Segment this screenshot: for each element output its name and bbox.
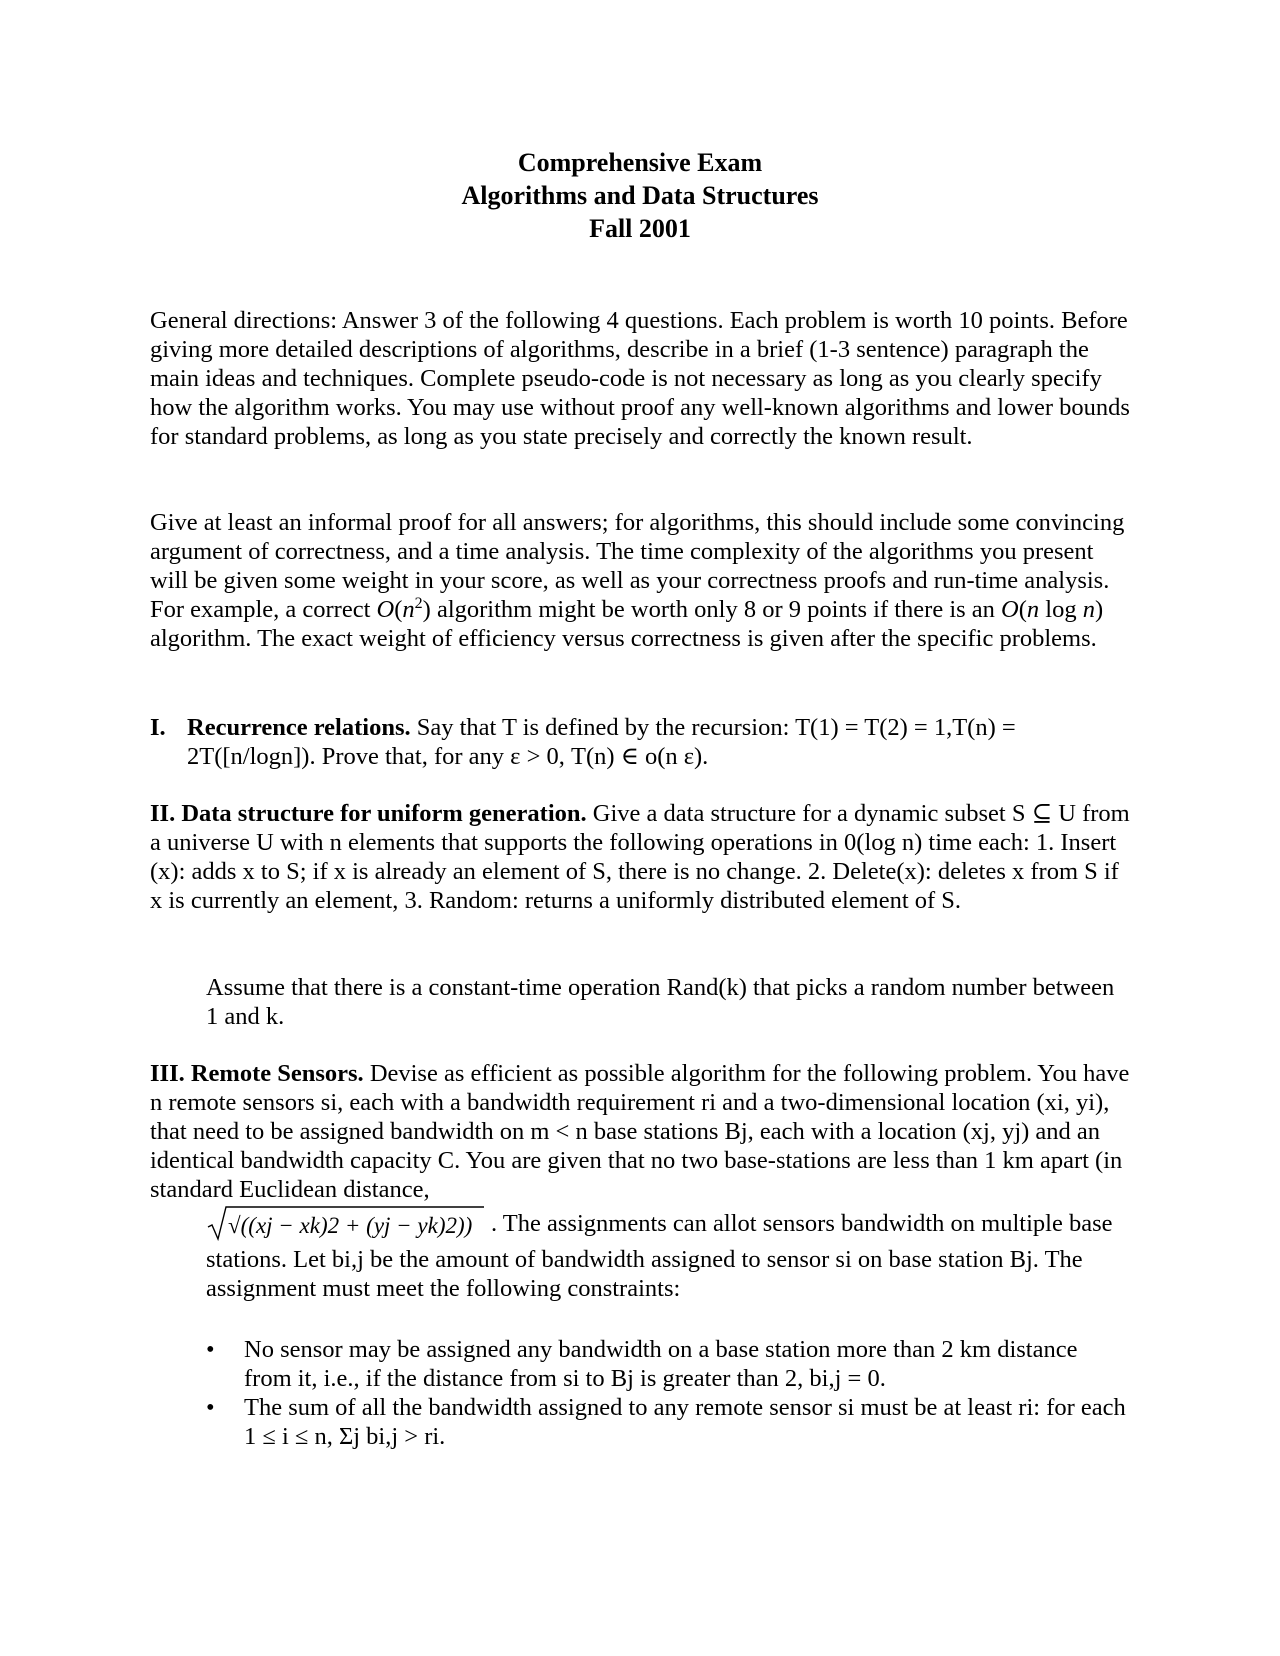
bullet-dot-icon: • bbox=[206, 1336, 215, 1363]
exam-title bbox=[0, 146, 1280, 245]
proof-directions-part-b: ) algorithm might be worth only 8 or 9 points if there is an bbox=[422, 596, 1002, 623]
problem-ii bbox=[150, 799, 1130, 915]
proof-directions-part-c: ) algorithm. The exact weight of efficiency versus correctness is given after the specific problems. bbox=[150, 596, 1104, 652]
problem-iii-heading: Remote Sensors. bbox=[190, 1060, 364, 1087]
proof-directions: Give at least an informal proof for all answers; for algorithms, this should include some convincing argument of correctness, and a time analysis. The time complexity of the algorithms you present will be given some weight in your score, as well as your correctness proofs and run-time analysis. For example, a correct $O(n^2)$ algorithm might be worth only 8 or 9 points if there is an O(n log n) algorithm. The exact weight of efficiency versus correctness is given after the specific problems. bbox=[150, 509, 1125, 652]
constraint-list bbox=[206, 1335, 1126, 1451]
constraint-2: The sum of all the bandwidth assigned to any remote sensor si must be at least ri: for each 1 ≤ i ≤ n, Σj bi,j > ri. bbox=[244, 1394, 1126, 1450]
problem-iii-body bbox=[150, 1059, 1130, 1204]
problem-ii-text: Give a data structure for a dynamic subset S ⊆ U from a universe U with n elements that supports the following operations in 0(log n) time each: 1. Insert (x): adds x to S; if x is already an element of S, there is no change. 2. Delete(x): deletes x from S if x is currently an element, 3. Random: returns a uniformly distributed element of S. bbox=[150, 800, 1130, 914]
general-directions: General directions: Answer 3 of the following 4 questions. Each problem is worth 10 points. Before giving more detailed descriptions of algorithms, describe in a brief (1-3 sentence) paragraph the main ideas and techniques. Complete pseudo-code is not necessary as long as you clearly specify how the algorithm works. You may use without proof any well-known algorithms and lower bounds for standard problems, as long as you state precisely and correctly the known result. bbox=[150, 307, 1130, 450]
problem-iii-text: Devise as efficient as possible algorithm for the following problem. You have n remote sensors si, each with a bandwidth requirement ri and a two-dimensional location (xi, yi), that need to be assigned bandwidth on m < n base stations Bj, each with a location (xj, yj) and an identical bandwidth capacity C. You are given that no two base-stations are less than 1 km apart (in standard Euclidean distance, bbox=[150, 1060, 1130, 1203]
problem-iii-number: III. bbox=[150, 1060, 185, 1087]
problem-i-text: Say that T is defined by the recursion: T(1) = T(2) = 1,T(n) = 2T([n/logn]). Prove that, for any ε > 0, T(n) ∈ o(n ε). bbox=[187, 714, 1016, 770]
title-line-3: Fall 2001 bbox=[589, 214, 691, 243]
bullet-dot-icon: • bbox=[206, 1394, 215, 1421]
constraint-1: No sensor may be assigned any bandwidth on a base station more than 2 km distance from it, i.e., if the distance from si to Bj is greater than 2, bi,j = 0. bbox=[244, 1336, 1078, 1392]
problem-iii-constraints-intro: stations. Let bi,j be the amount of bandwidth assigned to sensor si on base station Bj. The assignment must meet the following constraints: bbox=[206, 1246, 1083, 1302]
problem-i-number: I. bbox=[150, 714, 166, 741]
list-item bbox=[206, 1393, 1126, 1451]
formula-continuation: . The assignments can allot sensors bandwidth on multiple base bbox=[491, 1210, 1113, 1237]
problem-i-body bbox=[150, 713, 1130, 771]
distance-formula bbox=[206, 1205, 486, 1243]
problem-ii-assumption: Assume that there is a constant-time operation Rand(k) that picks a random number between 1 and k. bbox=[206, 974, 1115, 1030]
list-item bbox=[206, 1335, 1126, 1393]
title-line-1: Comprehensive Exam bbox=[517, 148, 763, 177]
problem-i-heading: Recurrence relations. bbox=[187, 714, 411, 741]
distance-formula-line bbox=[206, 1205, 1146, 1243]
title-line-2: Algorithms and Data Structures bbox=[461, 181, 819, 210]
problem-i bbox=[150, 713, 1130, 771]
problem-ii-body bbox=[150, 799, 1130, 915]
problem-ii-number: II. bbox=[150, 800, 176, 827]
proof-directions-part-a: Give at least an informal proof for all answers; for algorithms, this should include some convincing argument of correctness, and a time analysis. The time complexity of the algorithms you present will be given some weight in your score, as well as your correctness proofs and run-time analysis. For example, a correct bbox=[150, 509, 1125, 623]
problem-ii-heading: Data structure for uniform generation. bbox=[181, 800, 587, 827]
problem-iii bbox=[150, 1059, 1130, 1204]
distance-formula-text: √((xj − xk)2 + (yj − yk)2)) bbox=[228, 1213, 473, 1238]
